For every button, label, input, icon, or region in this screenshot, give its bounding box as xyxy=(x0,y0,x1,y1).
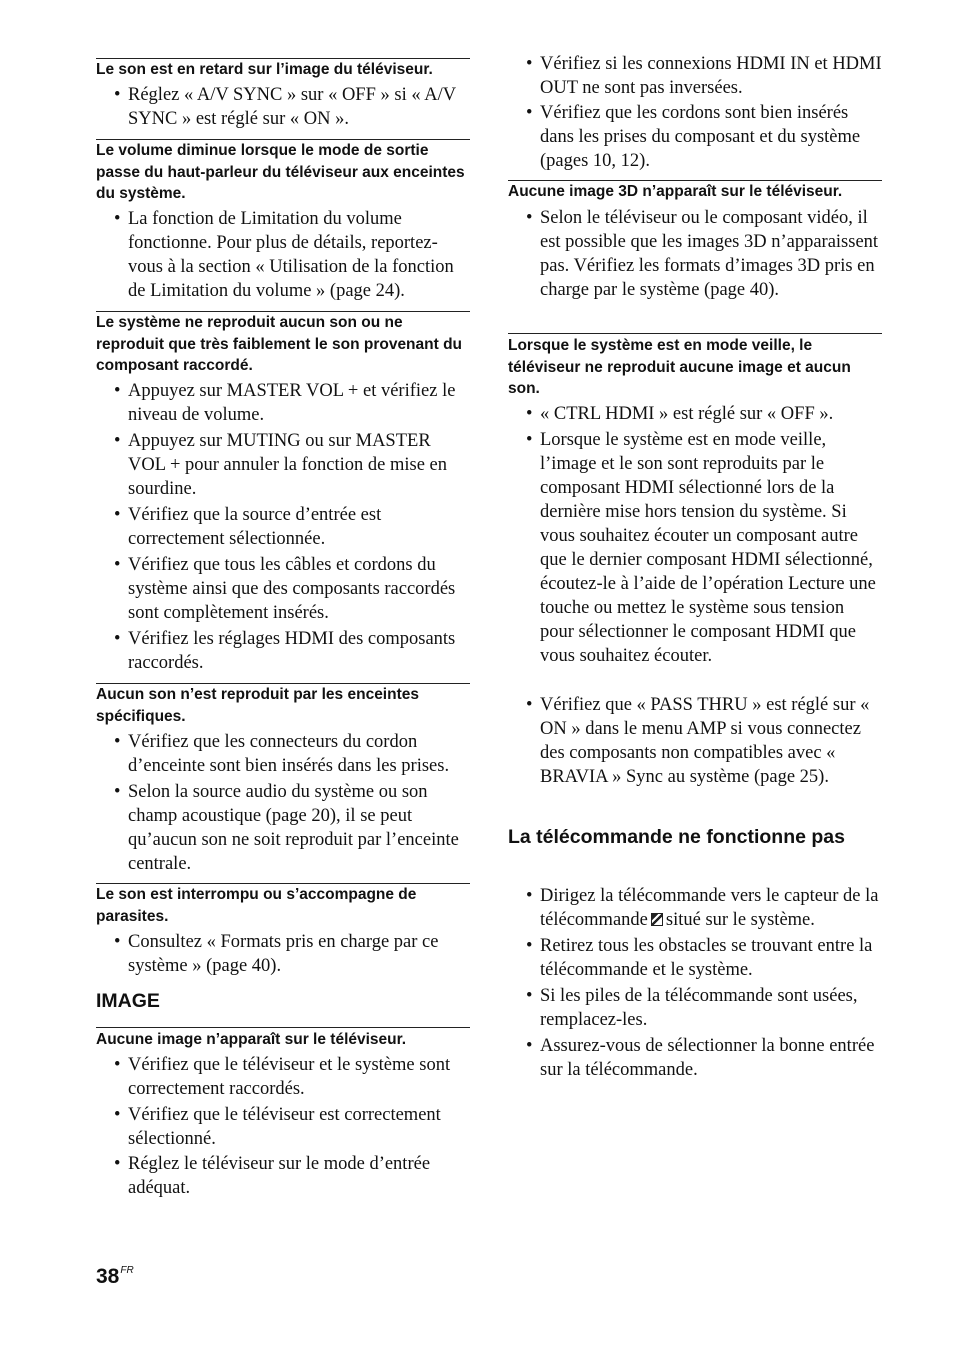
list-item: • Assurez-vous de sélectionner la bonne entrée sur la télécommande. xyxy=(526,1036,875,1080)
bullet: • xyxy=(114,932,121,952)
list-item: • Retirez tous les obstacles se trouvant entre la télécommande et le système. xyxy=(526,936,873,980)
bullet: • xyxy=(526,695,533,715)
section-title-image: IMAGE xyxy=(96,990,160,1012)
list-item: • Réglez « A/V SYNC » sur « OFF » si « A/V SYNC » est réglé sur « ON ». xyxy=(114,85,456,129)
bullet: • xyxy=(526,54,533,74)
bullet: • xyxy=(526,430,533,450)
bullet: • xyxy=(114,1055,121,1075)
bullet: • xyxy=(526,404,533,424)
list-item: • La fonction de Limitation du volume fonctionne. Pour plus de détails, reportez-vous à la section « Utilisation de la fonction de Limitation du volume » (page 24). xyxy=(114,209,454,301)
section-title-telecommande: La télécommande ne fonctionne pas xyxy=(508,826,845,848)
bullet: • xyxy=(526,1036,533,1056)
bullet: • xyxy=(114,732,121,752)
bullet: • xyxy=(114,431,121,451)
list-item: • Selon le téléviseur ou le composant vidéo, il est possible que les images 3D n’apparaissent pas. Vérifiez les formats d’images 3D pris en charge par le système (page 40). xyxy=(526,208,879,300)
list-item: • Lorsque le système est en mode veille, l’image et le son sont reproduits par le composant HDMI sélectionné lors de la dernière mise hors tension du système. Si vous souhaitez écouter un composant autre que le dernier composant HDMI sélectionné, écoutez-le à l’aide de l’opération Lecture une touche ou mettez le système sous tension pour sélectionner le composant HDMI que vous souhaitez écouter. xyxy=(526,430,876,666)
list-item: • « CTRL HDMI » est réglé sur « OFF ». xyxy=(526,404,834,424)
list-item: • Vérifiez que les cordons sont bien insérés dans les prises du composant et du système (pages 10, 12). xyxy=(526,103,861,171)
list-item: • Vérifiez les réglages HDMI des composants raccordés. xyxy=(114,629,456,673)
bullet: • xyxy=(114,209,121,229)
list-item: • Appuyez sur MASTER VOL + et vérifiez le niveau de volume. xyxy=(114,381,456,425)
divider xyxy=(508,333,882,334)
list-item: • Vérifiez que la source d’entrée est correctement sélectionnée. xyxy=(114,505,382,549)
list-item: • Selon la source audio du système ou son champ acoustique (page 20), il se peut qu’aucun son ne soit reproduit par l’enceinte centrale. xyxy=(114,782,459,874)
list-item: • Consultez « Formats pris en charge par ce système » (page 40). xyxy=(114,932,439,976)
heading-aucune-image-3d: Aucune image 3D n’apparaît sur le téléviseur. xyxy=(508,183,843,200)
list-item: • Vérifiez que tous les câbles et cordons du système ainsi que des composants raccordés sont complètement insérés. xyxy=(114,555,456,623)
list-item: • Réglez le téléviseur sur le mode d’entrée adéquat. xyxy=(114,1154,431,1198)
heading-volume-diminue: Le volume diminue lorsque le mode de sortie passe du haut-parleur du téléviseur aux enceintes du système. xyxy=(96,142,465,202)
heading-son-interrompu: Le son est interrompu ou s’accompagne de parasites. xyxy=(96,886,417,925)
bullet: • xyxy=(114,381,121,401)
heading-mode-veille: Lorsque le système est en mode veille, le téléviseur ne reproduit aucune image et aucun son. xyxy=(508,337,851,397)
heading-aucun-son: Le système ne reproduit aucun son ou ne reproduit que très faiblement le son provenant du composant raccordé. xyxy=(96,314,463,374)
heading-enceintes-specifiques: Aucun son n’est reproduit par les enceintes spécifiques. xyxy=(96,686,419,725)
divider xyxy=(96,1027,470,1028)
bullet: • xyxy=(526,103,533,123)
list-item: • Vérifiez que « PASS THRU » est réglé sur « ON » dans le menu AMP si vous connectez des composants non compatibles avec « BRAVIA » Sync au système (page 25). xyxy=(526,695,870,787)
bullet: • xyxy=(114,629,121,649)
list-item: • Vérifiez si les connexions HDMI IN et HDMI OUT ne sont pas inversées. xyxy=(526,54,882,98)
bullet: • xyxy=(114,505,121,525)
bullet: • xyxy=(114,1105,121,1125)
bullet: • xyxy=(526,986,533,1006)
bullet: • xyxy=(526,936,533,956)
bullet: • xyxy=(526,208,533,228)
bullet: • xyxy=(114,85,121,105)
bullet: • xyxy=(114,782,121,802)
list-item: • Vérifiez que le téléviseur et le système sont correctement raccordés. xyxy=(114,1055,451,1099)
heading-son-retard: Le son est en retard sur l’image du téléviseur. xyxy=(96,61,433,78)
list-item: • Si les piles de la télécommande sont usées, remplacez-les. xyxy=(526,986,858,1030)
list-item: • Vérifiez que le téléviseur est correctement sélectionné. xyxy=(114,1105,441,1149)
remote-sensor-icon xyxy=(651,913,663,926)
bullet: • xyxy=(114,1154,121,1174)
list-item: • Vérifiez que les connecteurs du cordon d’enceinte sont bien insérés dans les prises. xyxy=(114,732,450,776)
page-number: $38^{FR}$ xyxy=(96,1265,134,1288)
list-item: • Appuyez sur MUTING ou sur MASTER VOL + pour annuler la fonction de mise en sourdine. xyxy=(114,431,448,499)
bullet: • xyxy=(114,555,121,575)
bullet: • xyxy=(526,886,533,906)
heading-aucune-image: Aucune image n’apparaît sur le téléviseur. xyxy=(96,1031,407,1048)
list-item: • Dirigez la télécommande vers le capteur de la télécommande situé sur le système. xyxy=(526,886,879,930)
